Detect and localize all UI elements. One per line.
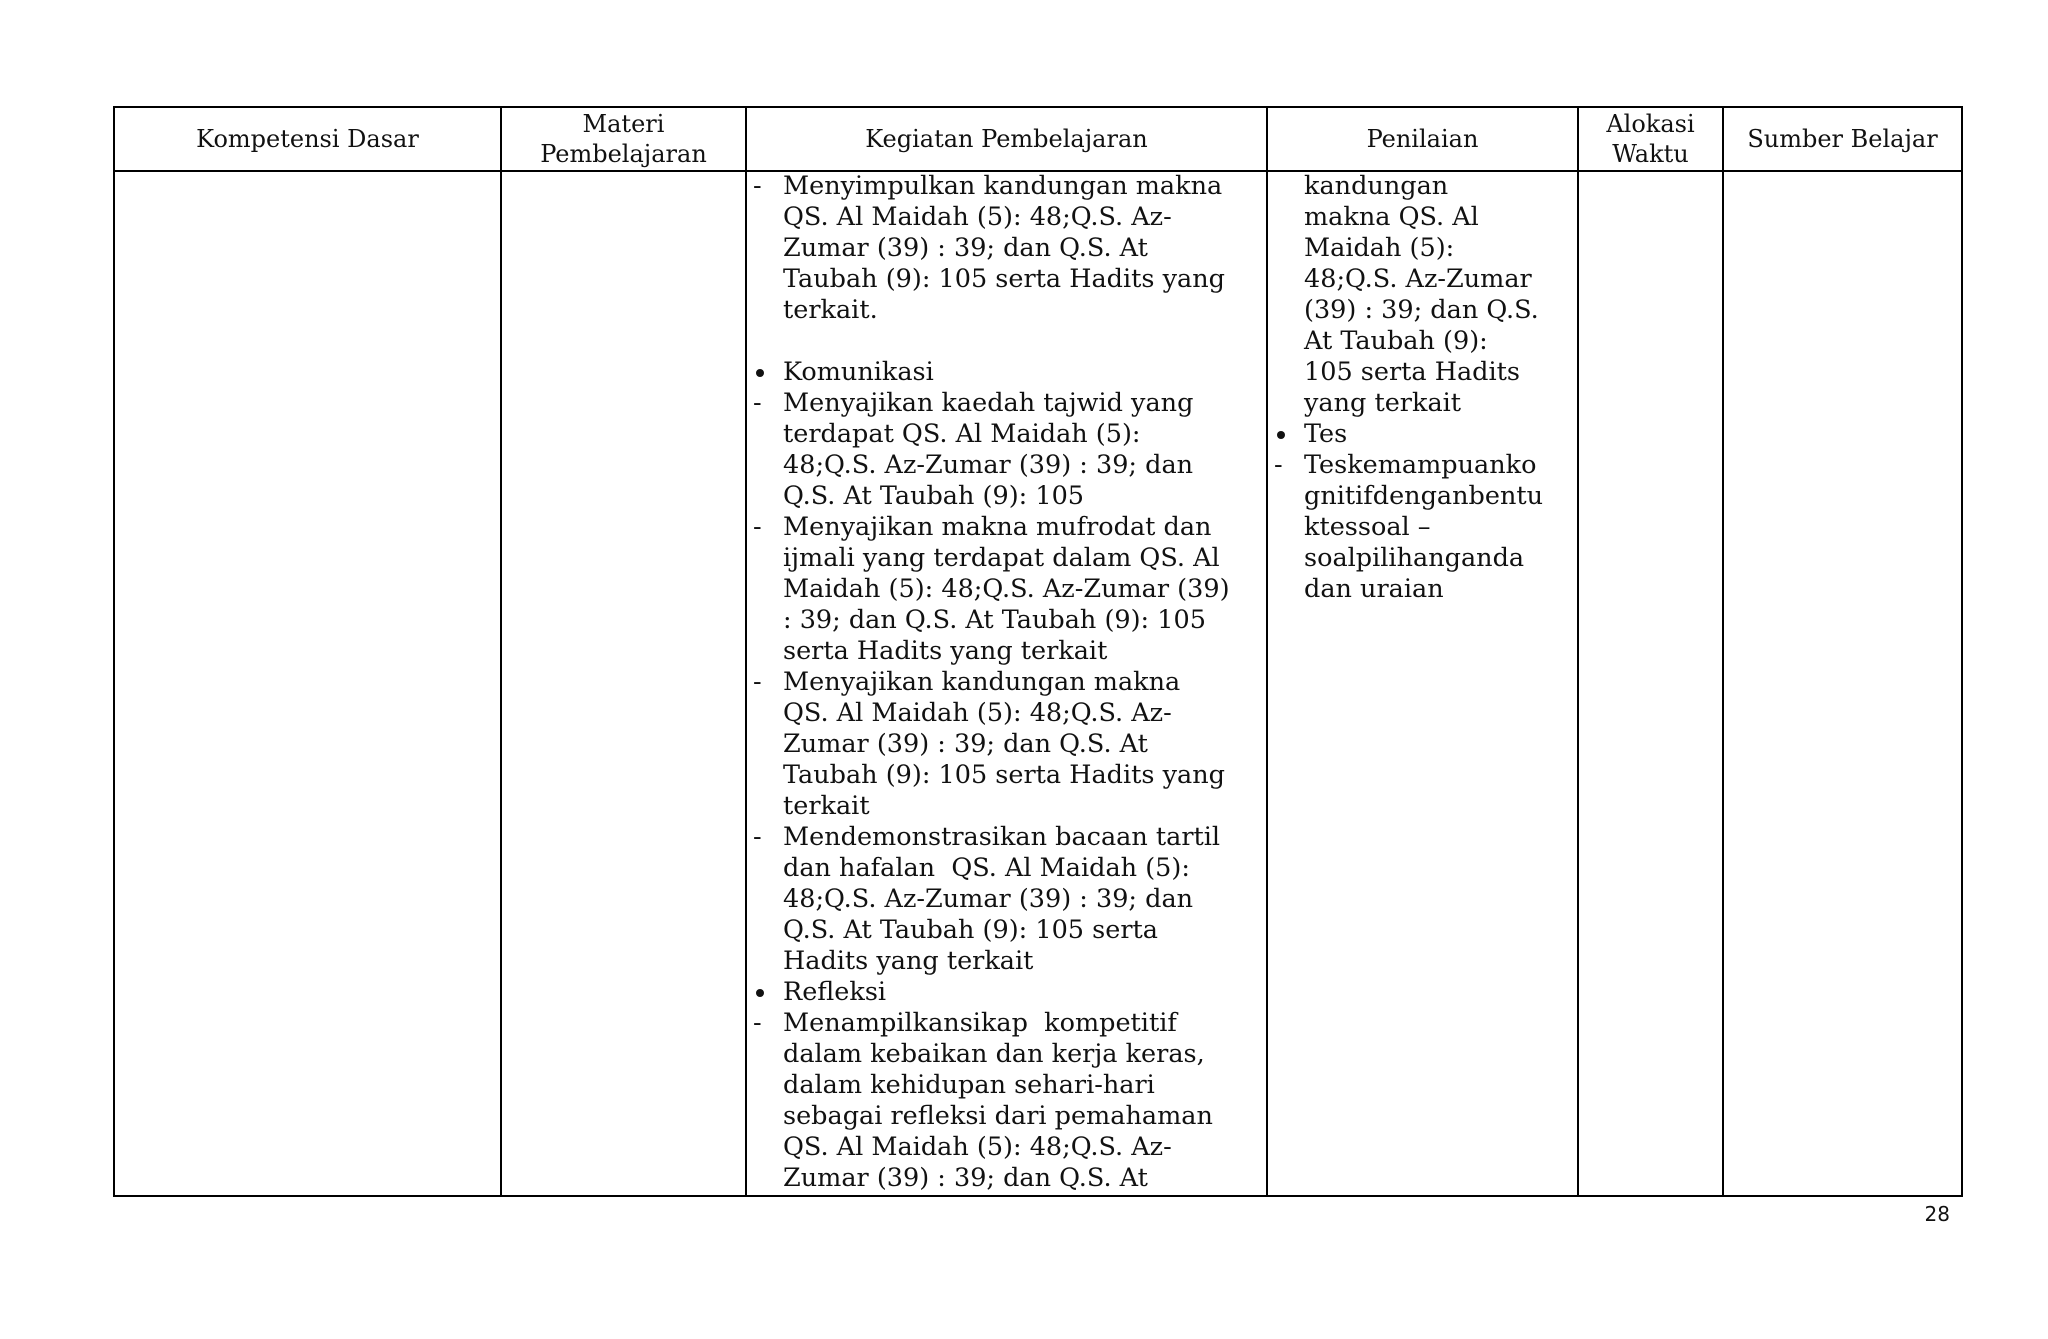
text-line: soalpilihanganda bbox=[1304, 543, 1525, 573]
text-line: yang terkait bbox=[1304, 388, 1462, 418]
column-divider bbox=[1722, 108, 1724, 1195]
text-line: dalam kehidupan sehari-hari bbox=[783, 1070, 1155, 1100]
header-kompetensi-dasar bbox=[115, 108, 500, 170]
text-line: makna QS. Al bbox=[1304, 202, 1479, 232]
bullet-heading: Refleksi bbox=[783, 977, 887, 1007]
text-line: ktessoal – bbox=[1304, 512, 1431, 542]
text-line: Menyajikan kandungan makna bbox=[783, 667, 1181, 697]
text-line: QS. Al Maidah (5): 48;Q.S. Az- bbox=[783, 698, 1172, 728]
penilaian-item bbox=[1268, 450, 1577, 605]
text-line: At Taubah (9): bbox=[1304, 326, 1488, 356]
text-line: 48;Q.S. Az-Zumar (39) : 39; dan bbox=[783, 450, 1194, 480]
text-line: Menyajikan kaedah tajwid yang bbox=[783, 388, 1194, 418]
item-text bbox=[783, 512, 1266, 667]
header-kegiatan-pembelajaran bbox=[747, 108, 1266, 170]
kegiatan-item bbox=[747, 822, 1266, 977]
dash-marker bbox=[753, 822, 777, 853]
text-line: Taubah (9): 105 serta Hadits yang bbox=[783, 264, 1225, 294]
item-text bbox=[783, 171, 1266, 326]
header-label: Alokasi bbox=[1606, 110, 1695, 138]
header-sumber-belajar bbox=[1724, 108, 1961, 170]
kegiatan-bullet bbox=[747, 977, 1266, 1008]
dash-marker bbox=[1274, 450, 1298, 481]
text-line: serta Hadits yang terkait bbox=[783, 636, 1108, 666]
kegiatan-item bbox=[747, 667, 1266, 822]
bullet-heading: Komunikasi bbox=[783, 357, 934, 387]
text-line: 48;Q.S. Az-Zumar (39) : 39; dan bbox=[783, 884, 1194, 914]
item-text bbox=[783, 1008, 1266, 1194]
header-alokasi-waktu bbox=[1579, 108, 1722, 170]
column-divider bbox=[500, 108, 502, 1195]
text-line: (39) : 39; dan Q.S. bbox=[1304, 295, 1539, 325]
item-text bbox=[783, 667, 1266, 822]
dash-marker bbox=[753, 1008, 777, 1039]
item-text bbox=[783, 822, 1266, 977]
text-line: terkait. bbox=[783, 295, 878, 325]
header-penilaian bbox=[1268, 108, 1577, 170]
header-label: Waktu bbox=[1612, 140, 1689, 168]
kegiatan-item bbox=[747, 171, 1266, 326]
text-line: Teskemampuanko bbox=[1304, 450, 1537, 480]
header-label: Kegiatan Pembelajaran bbox=[865, 125, 1148, 153]
text-line: dan hafalan QS. Al Maidah (5): bbox=[783, 853, 1190, 883]
header-label: Materi bbox=[582, 110, 665, 138]
text-line: Q.S. At Taubah (9): 105 serta bbox=[783, 915, 1158, 945]
header-label: Sumber Belajar bbox=[1747, 125, 1938, 153]
kegiatan-item bbox=[747, 388, 1266, 512]
dash-marker bbox=[753, 667, 777, 698]
text-line: Zumar (39) : 39; dan Q.S. At bbox=[783, 1163, 1148, 1193]
column-divider bbox=[1577, 108, 1579, 1195]
text-line: Menyajikan makna mufrodat dan bbox=[783, 512, 1212, 542]
text-line: Zumar (39) : 39; dan Q.S. At bbox=[783, 233, 1148, 263]
dash-marker bbox=[753, 512, 777, 543]
text-line: 105 serta Hadits bbox=[1304, 357, 1520, 387]
text-line: Maidah (5): 48;Q.S. Az-Zumar (39) bbox=[783, 574, 1230, 604]
page-number: 28 bbox=[1924, 1202, 1950, 1226]
text-line: Menampilkansikap kompetitif bbox=[783, 1008, 1177, 1038]
item-text bbox=[783, 388, 1266, 512]
text-line: kandungan bbox=[1304, 171, 1449, 201]
text-line: Q.S. At Taubah (9): 105 bbox=[783, 481, 1085, 511]
text-line: Menyimpulkan kandungan makna bbox=[783, 171, 1223, 201]
text-line: : 39; dan Q.S. At Taubah (9): 105 bbox=[783, 605, 1206, 635]
text-line: ijmali yang terdapat dalam QS. Al bbox=[783, 543, 1220, 573]
header-label: Pembelajaran bbox=[540, 140, 707, 168]
text-line: gnitifdenganbentu bbox=[1304, 481, 1544, 511]
text-line: terkait bbox=[783, 791, 870, 821]
kegiatan-item bbox=[747, 1008, 1266, 1194]
text-line: terdapat QS. Al Maidah (5): bbox=[783, 419, 1141, 449]
penilaian-cell bbox=[1268, 171, 1577, 605]
penilaian-bullet bbox=[1268, 419, 1577, 450]
text-line: Maidah (5): bbox=[1304, 233, 1455, 263]
text-line: Mendemonstrasikan bacaan tartil bbox=[783, 822, 1221, 852]
text-line: 48;Q.S. Az-Zumar bbox=[1304, 264, 1532, 294]
header-label: Kompetensi Dasar bbox=[196, 125, 419, 153]
header-label: Penilaian bbox=[1366, 125, 1479, 153]
penilaian-continued-text bbox=[1268, 171, 1577, 419]
lesson-plan-table bbox=[113, 106, 1963, 1197]
text-line: QS. Al Maidah (5): 48;Q.S. Az- bbox=[783, 1132, 1172, 1162]
item-text bbox=[1304, 450, 1577, 605]
text-line: sebagai refleksi dari pemahaman bbox=[783, 1101, 1213, 1131]
text-line: Taubah (9): 105 serta Hadits yang bbox=[783, 760, 1225, 790]
text-line: Hadits yang terkait bbox=[783, 946, 1034, 976]
kegiatan-bullet bbox=[747, 357, 1266, 388]
text-line: dalam kebaikan dan kerja keras, bbox=[783, 1039, 1205, 1069]
text-line: Zumar (39) : 39; dan Q.S. At bbox=[783, 729, 1148, 759]
text-line: dan uraian bbox=[1304, 574, 1444, 604]
kegiatan-item bbox=[747, 512, 1266, 667]
bullet-heading: Tes bbox=[1304, 419, 1348, 449]
text-line: QS. Al Maidah (5): 48;Q.S. Az- bbox=[783, 202, 1172, 232]
kegiatan-cell bbox=[747, 171, 1266, 1194]
dash-marker bbox=[753, 388, 777, 419]
header-materi-pembelajaran bbox=[502, 108, 745, 170]
dash-marker bbox=[753, 171, 777, 202]
